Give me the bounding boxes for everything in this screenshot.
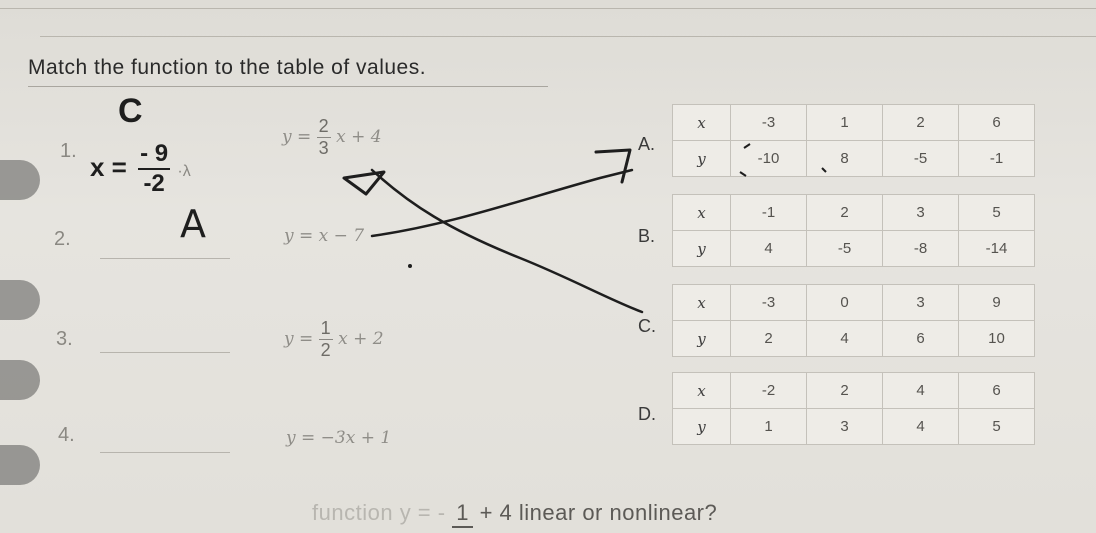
table-header-y: y [673, 409, 731, 445]
table-cell: 3 [883, 285, 959, 321]
ink-dot [408, 264, 412, 268]
item-number-3: 3. [56, 328, 73, 350]
table-header-x: x [673, 195, 731, 231]
table-cell: 4 [883, 409, 959, 445]
instruction-text: Match the function to the table of values. [28, 56, 427, 79]
equation-2: y = x − 7 [284, 226, 365, 246]
equation-1-numerator: 2 [318, 116, 329, 136]
table-cell: -5 [883, 141, 959, 177]
table-cell: -10 [731, 141, 807, 177]
equation-3-rest: x + 2 [338, 329, 384, 349]
table-cell: -14 [959, 231, 1035, 267]
item-number-1: 1. [60, 140, 77, 162]
table-cell: 4 [807, 321, 883, 357]
note-trail: ·λ [177, 162, 191, 180]
table-header-x: x [673, 105, 731, 141]
equation-3-lhs: y = [284, 329, 314, 349]
table-header-y: y [673, 141, 731, 177]
table-cell: -1 [731, 195, 807, 231]
bottom-question-numerator: 1 [452, 500, 473, 528]
table-cell: -3 [731, 285, 807, 321]
equation-1-rest: x + 4 [336, 127, 382, 147]
note-numerator: - 9 [138, 140, 170, 170]
equation-3-denominator: 2 [320, 340, 331, 360]
note-variable: x = [90, 151, 127, 182]
table-cell: -3 [731, 105, 807, 141]
ink-tick [822, 168, 826, 172]
table-cell: 9 [959, 285, 1035, 321]
table-letter-b: B. [638, 226, 656, 246]
table-cell: 2 [807, 373, 883, 409]
table-cell: 5 [959, 195, 1035, 231]
table-cell: 6 [883, 321, 959, 357]
item-number-4: 4. [58, 424, 75, 446]
note-denominator: -2 [143, 170, 165, 197]
table-cell: 5 [959, 409, 1035, 445]
table-cell: -2 [731, 373, 807, 409]
equation-3-numerator: 1 [320, 318, 331, 338]
table-cell: 1 [807, 105, 883, 141]
table-cell: 0 [807, 285, 883, 321]
table-cell: 1 [731, 409, 807, 445]
table-cell: -5 [807, 231, 883, 267]
table-cell: 2 [731, 321, 807, 357]
table-letter-a: A. [638, 134, 656, 154]
table-cell: 4 [883, 373, 959, 409]
table-cell: 10 [959, 321, 1035, 357]
bottom-question-prefix: function [312, 500, 394, 525]
table-cell: 3 [807, 409, 883, 445]
bottom-question-rest: + 4 linear or nonlinear? [479, 500, 718, 525]
table-letter-c: C. [638, 316, 656, 336]
table-header-y: y [673, 321, 731, 357]
table-cell: -8 [883, 231, 959, 267]
bottom-question-fraction [452, 500, 473, 528]
table-header-x: x [673, 285, 731, 321]
handwritten-answer-2: A [180, 202, 206, 246]
table-cell: 6 [959, 373, 1035, 409]
table-cell: 3 [883, 195, 959, 231]
equation-4: y = −3x + 1 [286, 428, 392, 448]
item-number-2: 2. [54, 228, 71, 250]
equation-1-denominator: 3 [318, 138, 329, 158]
table-header-x: x [673, 373, 731, 409]
equation-1-lhs: y = [282, 127, 312, 147]
handwritten-answer-1: C [118, 92, 143, 130]
match-line-1-to-c [372, 170, 642, 312]
table-cell: 2 [883, 105, 959, 141]
table-cell: -1 [959, 141, 1035, 177]
table-cell: 8 [807, 141, 883, 177]
table-header-y: y [673, 231, 731, 267]
ink-tick [744, 144, 750, 148]
table-cell: 6 [959, 105, 1035, 141]
bottom-question [312, 500, 717, 528]
table-letter-d: D. [638, 404, 656, 424]
bottom-question-eq: y = - [399, 500, 446, 525]
ink-tick [740, 172, 746, 176]
table-cell: 4 [731, 231, 807, 267]
table-cell: 2 [807, 195, 883, 231]
